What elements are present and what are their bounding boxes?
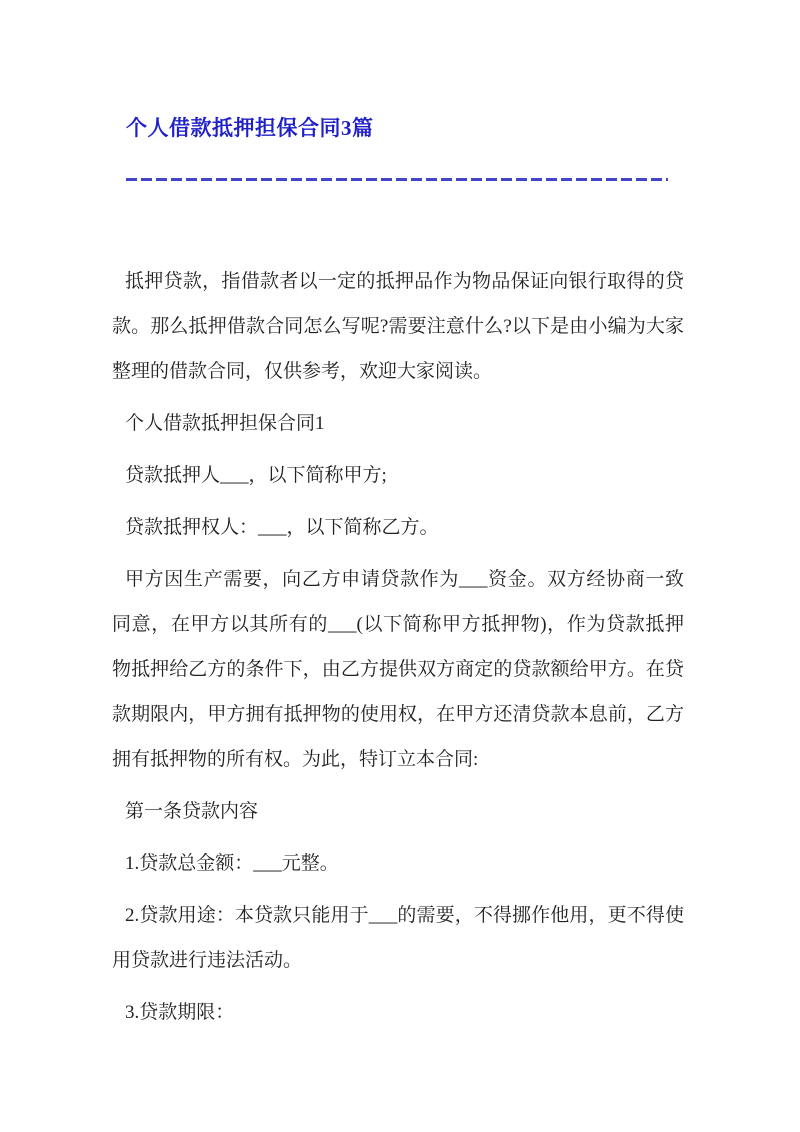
paragraph: 个人借款抵押担保合同1 — [125, 413, 325, 434]
dashed-divider — [126, 178, 668, 181]
paragraph: 甲方因生产需要，向乙方申请贷款作为___资金。双方经协商一致同意，在甲方以其所有的___(以下简称甲方抵押物)，作为贷款抵押物抵押给乙方的条件下，由乙方提供双方商定的贷款额给甲方。在贷款期限内，甲方拥有抵押物的使用权，在甲方还清贷款本息前，乙方拥有抵押物的所有权。为此，特订立本合同: — [112, 569, 684, 770]
paragraph: 2.贷款用途：本贷款只能用于___的需要，不得挪作他用，更不得使用贷款进行违法活动。 — [112, 905, 684, 971]
paragraph: 第一条贷款内容 — [125, 801, 259, 822]
document-body — [112, 259, 684, 1035]
paragraph: 贷款抵押权人：___，以下简称乙方。 — [125, 517, 439, 538]
paragraph: 3.贷款期限： — [125, 1002, 235, 1023]
paragraph: 1.贷款总金额：___元整。 — [125, 853, 339, 874]
paragraph: 贷款抵押人___，以下简称甲方; — [125, 465, 387, 486]
paragraph: 抵押贷款，指借款者以一定的抵押品作为物品保证向银行取得的贷款。那么抵押借款合同怎么写呢?需要注意什么?以下是由小编为大家整理的借款合同，仅供参考，欢迎大家阅读。 — [112, 271, 684, 382]
document-title: 个人借款抵押担保合同3篇 — [126, 116, 374, 140]
